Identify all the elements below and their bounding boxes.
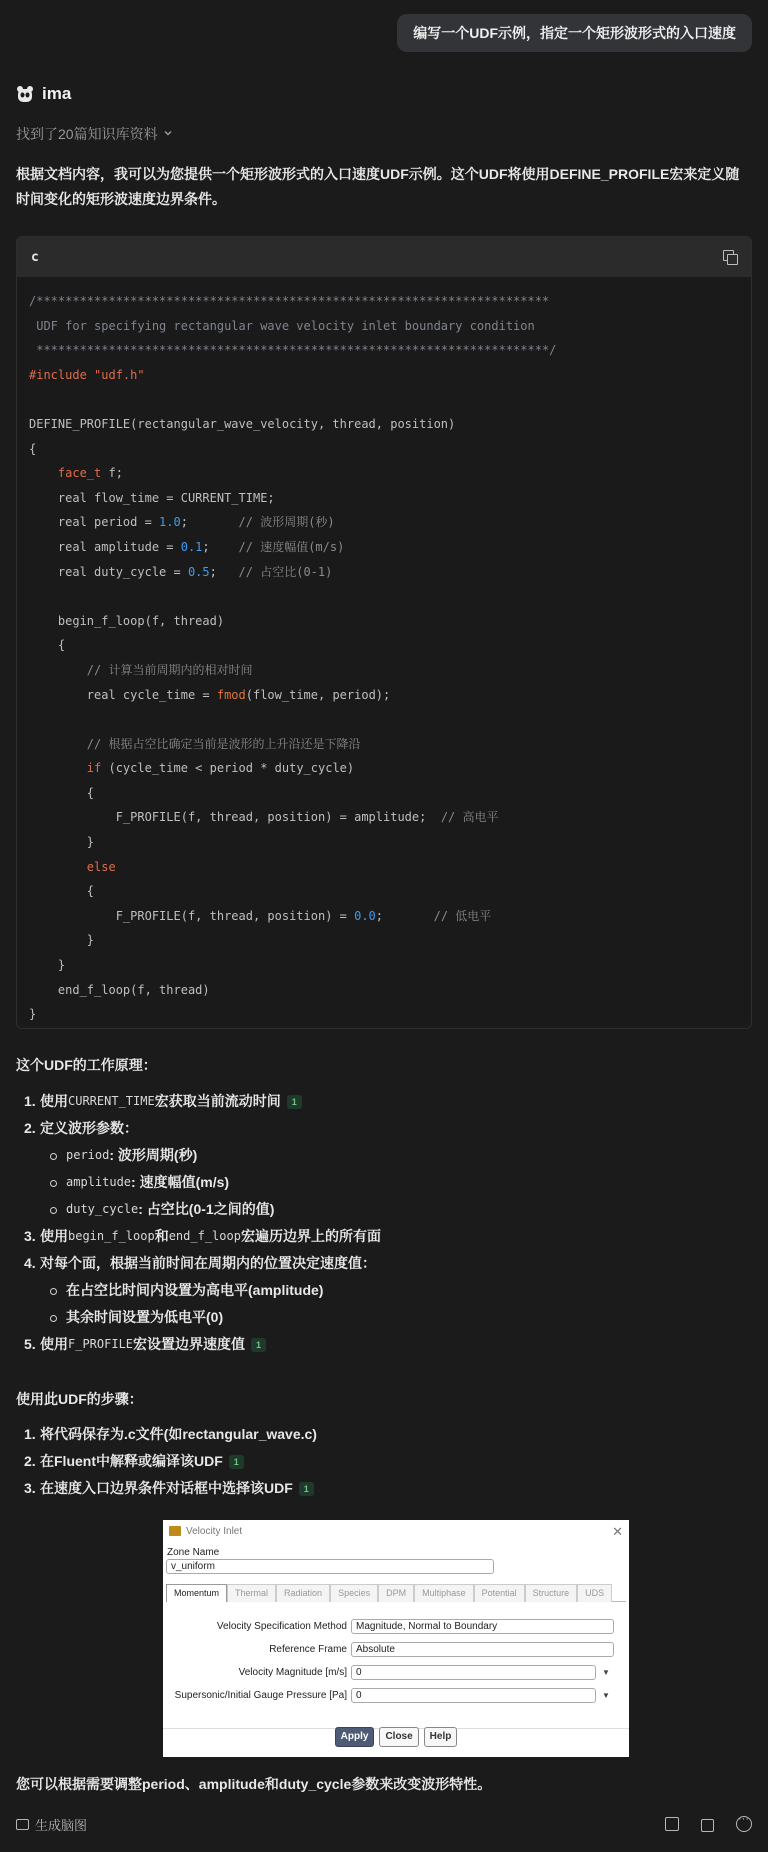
share-icon[interactable] (700, 1816, 716, 1832)
dialog-tabs (166, 1584, 626, 1602)
code-line: F_PROFILE(f, thread, position) = amplitude; // 高电平 (29, 810, 499, 825)
citation-badge[interactable]: 1 (229, 1455, 244, 1469)
code-line: } (29, 835, 95, 850)
code-line: if (cycle_time < period * duty_cycle) (86, 761, 355, 776)
code-line: } (29, 933, 95, 948)
more-options-icon[interactable] (736, 1816, 752, 1832)
close-button: Close (379, 1727, 418, 1747)
list-item: 1. 将代码保存为.c文件(如rectangular_wave.c) (24, 1426, 317, 1442)
code-line: else (86, 859, 116, 874)
tab-radiation: Radiation (276, 1584, 330, 1602)
tab-momentum: Momentum (166, 1584, 227, 1602)
close-icon: ✕ (612, 1524, 623, 1539)
code-line: // 计算当前周期内的相对时间 (86, 662, 253, 677)
dialog-title: Velocity Inlet (186, 1525, 243, 1537)
zone-name-field: v_uniform (166, 1559, 494, 1574)
tab-uds: UDS (577, 1584, 612, 1602)
assistant-name: ima (42, 84, 72, 103)
code-line: real duty_cycle = 0.5; // 占空比(0-1) (29, 564, 333, 579)
tab-potential: Potential (474, 1584, 525, 1602)
velocity-inlet-dialog-screenshot (163, 1520, 629, 1757)
code-block (16, 236, 752, 1029)
list-item: 2. 定义波形参数： (24, 1120, 138, 1136)
code-line: // 根据占空比确定当前是波形的上升沿还是下降沿 (86, 736, 361, 751)
dialog-row: Velocity Magnitude [m/s] 0 ▼ (238, 1667, 610, 1678)
dialog-titlebar (163, 1520, 629, 1542)
list-item: 5. 使用 F_PROFILE 宏设置边界速度值 1 (24, 1331, 381, 1358)
code-line: F_PROFILE(f, thread, position) = 0.0; // 低电平 (29, 908, 492, 923)
knowledge-base-label: 找到了20篇知识库资料 (16, 126, 158, 142)
list-subitem: 在占空比时间内设置为高电平(amplitude) (24, 1277, 381, 1304)
code-line (29, 584, 739, 609)
code-line (29, 387, 739, 412)
tab-species: Species (330, 1584, 378, 1602)
code-line: { (29, 884, 95, 899)
message-footer (16, 1812, 752, 1836)
code-line: { (29, 785, 95, 800)
mindmap-icon (16, 1819, 29, 1830)
assistant-header (16, 84, 71, 104)
principle-title: 这个UDF的工作原理： (16, 1057, 157, 1073)
code-block-header (17, 237, 751, 277)
list-item: 1. 使用 CURRENT_TIME 宏获取当前流动时间 1 (24, 1088, 381, 1115)
code-line: face_t f; (57, 466, 123, 481)
dialog-buttons (163, 1728, 629, 1747)
list-subitem: amplitude : 速度幅值(m/s) (24, 1169, 381, 1196)
code-line: end_f_loop(f, thread) (29, 982, 210, 997)
zone-name-label: Zone Name (167, 1547, 220, 1558)
code-line: } (29, 1007, 37, 1022)
outro-paragraph: 您可以根据需要调整period、amplitude和duty_cycle参数来改变波形特性。 (16, 1776, 492, 1792)
intro-paragraph: 根据文档内容，我可以为您提供一个矩形波形式的入口速度UDF示例。这个UDF将使用DEFINE_PROFILE宏来定义随时间变化的矩形波速度边界条件。 (16, 166, 740, 207)
list-item: 2. 在Fluent中解释或编译该UDF 1 (24, 1448, 317, 1475)
code-line: ***********************************************************************/ (29, 343, 557, 358)
chevron-down-icon (162, 126, 174, 142)
dialog-row: Reference Frame Absolute (163, 1641, 629, 1658)
code-line: begin_f_loop(f, thread) (29, 613, 225, 628)
code-line: } (29, 958, 66, 973)
dialog-row: Velocity Specification Method Magnitude, Normal to Boundary (163, 1618, 629, 1635)
knowledge-base-toggle[interactable] (16, 124, 174, 144)
principle-list (24, 1088, 381, 1358)
list-item: 4. 对每个面，根据当前时间在周期内的位置决定速度值： (24, 1255, 376, 1271)
list-subitem: 其余时间设置为低电平(0) (24, 1304, 381, 1331)
code-language-label: c (31, 249, 39, 265)
code-line: { (29, 638, 66, 653)
apply-button: Apply (335, 1727, 375, 1747)
code-line (29, 707, 739, 732)
message-actions (664, 1816, 752, 1832)
code-line: real period = 1.0; // 波形周期(秒) (29, 515, 335, 530)
code-line: /*********************************************************************** (29, 294, 550, 308)
list-subitem: duty_cycle : 占空比(0-1之间的值) (24, 1196, 381, 1223)
steps-title: 使用此UDF的步骤： (16, 1391, 143, 1407)
list-subitem: period : 波形周期(秒) (24, 1142, 381, 1169)
panda-avatar-icon (16, 85, 34, 103)
fluent-logo-icon (169, 1526, 181, 1536)
edit-note-icon[interactable] (664, 1816, 680, 1832)
citation-badge[interactable]: 1 (251, 1338, 266, 1352)
code-line: { (29, 441, 37, 456)
user-message-bubble: 编写一个UDF示例，指定一个矩形波形式的入口速度 (397, 14, 752, 52)
caret-down-icon: ▼ (602, 1691, 610, 1700)
copy-icon[interactable] (723, 250, 737, 264)
code-line: DEFINE_PROFILE(rectangular_wave_velocity, thread, position) (29, 416, 456, 431)
code-line: UDF for specifying rectangular wave velocity inlet boundary condition (29, 318, 535, 333)
code-line: real cycle_time = fmod(flow_time, period); (29, 687, 391, 702)
code-line: real amplitude = 0.1; // 速度幅值(m/s) (29, 539, 345, 554)
tab-structure: Structure (525, 1584, 578, 1602)
help-button: Help (424, 1727, 458, 1747)
code-content (17, 277, 751, 1027)
steps-list (24, 1421, 317, 1502)
code-line: real flow_time = CURRENT_TIME; (29, 490, 275, 505)
tab-dpm: DPM (378, 1584, 414, 1602)
tab-thermal: Thermal (227, 1584, 276, 1602)
generate-mindmap-label: 生成脑图 (35, 1817, 88, 1833)
code-line: #include "udf.h" (29, 367, 145, 382)
citation-badge[interactable]: 1 (287, 1095, 302, 1109)
generate-mindmap-button[interactable] (16, 1815, 87, 1834)
list-item: 3. 使用 begin_f_loop 和 end_f_loop 宏遍历边界上的所有面 (24, 1228, 381, 1244)
caret-down-icon: ▼ (602, 1668, 610, 1677)
dialog-row: Supersonic/Initial Gauge Pressure [Pa] 0 ▼ (174, 1690, 610, 1701)
citation-badge[interactable]: 1 (299, 1482, 314, 1496)
tab-multiphase: Multiphase (414, 1584, 474, 1602)
list-item: 3. 在速度入口边界条件对话框中选择该UDF 1 (24, 1475, 317, 1502)
